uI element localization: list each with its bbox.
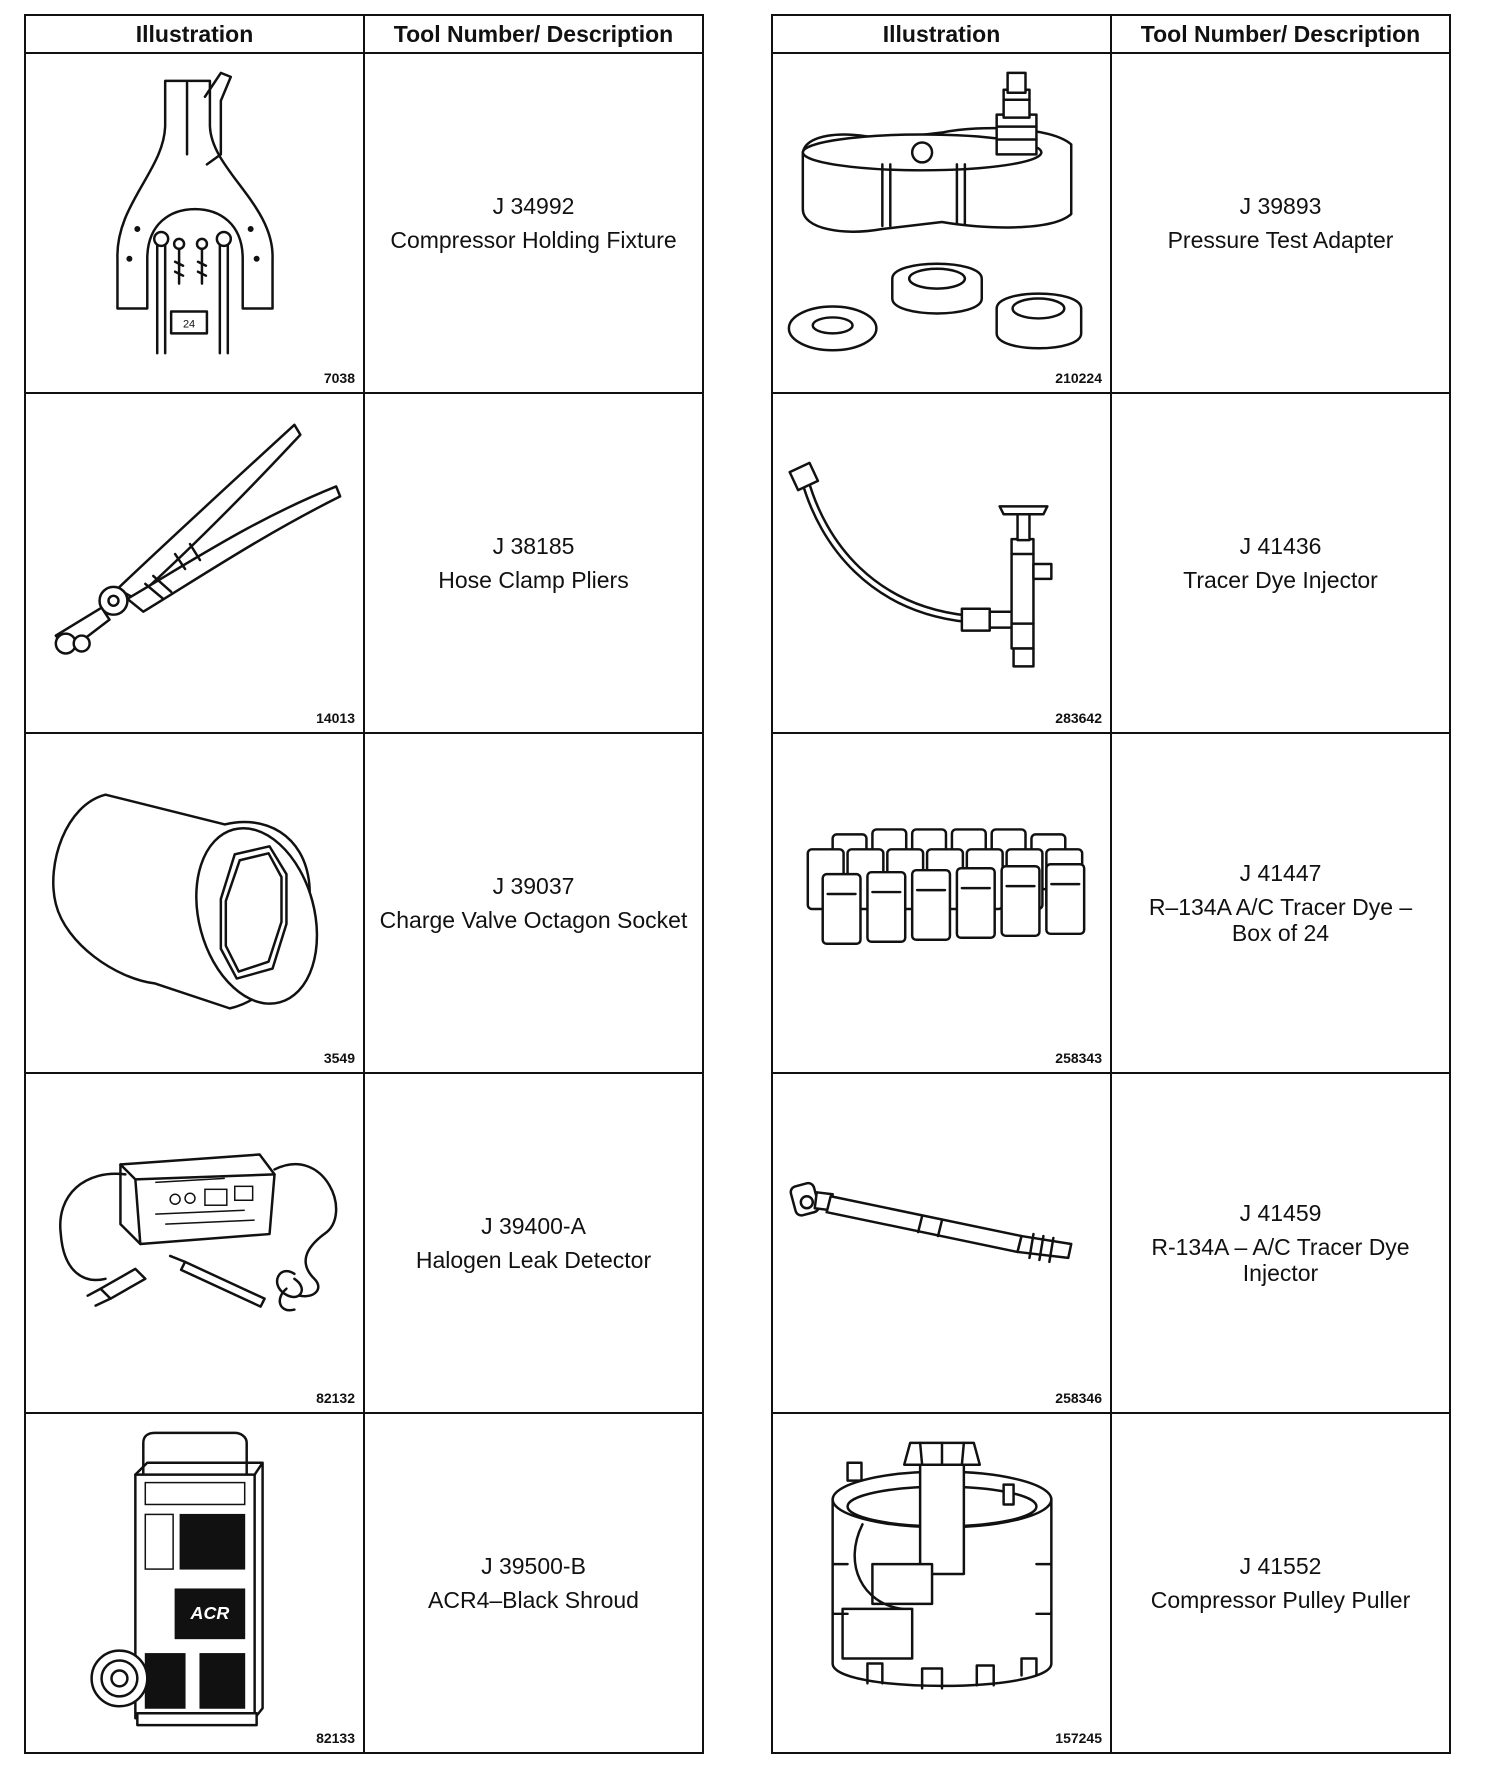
tool-description: Compressor Holding Fixture [390, 227, 677, 253]
illustration-cell [25, 1073, 364, 1413]
tool-number: J 39037 [492, 873, 575, 899]
tool-description: ACR4–Black Shroud [428, 1587, 639, 1613]
figure-number: 7038 [323, 370, 355, 386]
illustration-cell [772, 53, 1111, 393]
description-cell [364, 53, 703, 393]
leak-detector-icon [26, 1074, 363, 1412]
tool-description: R-134A – A/C Tracer Dye Injector [1151, 1234, 1410, 1286]
tool-number: J 34992 [492, 193, 575, 219]
description-cell [1111, 1073, 1450, 1413]
tool-description: Pressure Test Adapter [1167, 227, 1394, 253]
description-cell [1111, 733, 1450, 1073]
description-cell [1111, 393, 1450, 733]
tool-number: J 38185 [492, 533, 575, 559]
table-row [25, 733, 703, 1073]
figure-number: 82132 [316, 1390, 355, 1406]
tool-description: Halogen Leak Detector [415, 1247, 652, 1273]
table-row [772, 733, 1450, 1073]
tool-number: J 39893 [1239, 193, 1322, 219]
tool-header: Tool Number/ Description [1111, 15, 1450, 53]
table-header-row [772, 15, 1450, 53]
description-cell [1111, 53, 1450, 393]
compressor-holding-fixture-icon [26, 54, 363, 392]
tool-number: J 41436 [1239, 533, 1322, 559]
figure-number: 258343 [1055, 1050, 1102, 1066]
table-row [25, 53, 703, 393]
illustration-cell [772, 733, 1111, 1073]
tool-description: Tracer Dye Injector [1183, 567, 1378, 593]
tool-number: J 41447 [1239, 860, 1322, 886]
figure-number: 210224 [1055, 370, 1102, 386]
table-row [772, 53, 1450, 393]
dye-box-icon [773, 734, 1110, 1072]
illustration-cell [772, 1413, 1111, 1753]
tool-description: Hose Clamp Pliers [438, 567, 629, 593]
illustration-cell [25, 53, 364, 393]
table-row [772, 393, 1450, 733]
figure-number: 14013 [316, 710, 355, 726]
table-header-row [25, 15, 703, 53]
table-row [25, 393, 703, 733]
description-cell [364, 393, 703, 733]
table-row [25, 1073, 703, 1413]
illustration-cell [25, 1413, 364, 1753]
tool-description: Charge Valve Octagon Socket [379, 907, 688, 933]
tool-description: R–134A A/C Tracer Dye – Box of 24 [1148, 894, 1413, 946]
octagon-socket-icon [26, 734, 363, 1072]
tracer-dye-injector-icon [773, 394, 1110, 732]
acr4-machine-icon [26, 1414, 363, 1752]
tool-table-right [771, 14, 1451, 1754]
tool-header: Tool Number/ Description [364, 15, 703, 53]
dye-injector-icon [773, 1074, 1110, 1412]
tool-number: J 39400-A [481, 1213, 586, 1239]
description-cell [364, 1413, 703, 1753]
fixture-tag-label: 24 [182, 318, 196, 331]
figure-number: 283642 [1055, 710, 1102, 726]
description-cell [364, 733, 703, 1073]
table-row [772, 1073, 1450, 1413]
tool-number: J 39500-B [481, 1553, 586, 1579]
acr-logo: ACR [190, 1602, 230, 1623]
tool-table-left [24, 14, 704, 1754]
figure-number: 157245 [1055, 1730, 1102, 1746]
figure-number: 3549 [323, 1050, 355, 1066]
figure-number: 82133 [316, 1730, 355, 1746]
pulley-puller-icon [773, 1414, 1110, 1752]
table-row [25, 1413, 703, 1753]
illustration-cell [772, 1073, 1111, 1413]
description-cell [1111, 1413, 1450, 1753]
pressure-test-adapter-icon [773, 54, 1110, 392]
illustration-cell [25, 733, 364, 1073]
table-row [772, 1413, 1450, 1753]
figure-number: 258346 [1055, 1390, 1102, 1406]
illustration-header: Illustration [772, 15, 1111, 53]
tool-number: J 41459 [1239, 1200, 1322, 1226]
tool-number: J 41552 [1239, 1553, 1322, 1579]
hose-clamp-pliers-icon [26, 394, 363, 732]
illustration-header: Illustration [25, 15, 364, 53]
illustration-cell [25, 393, 364, 733]
illustration-cell [772, 393, 1111, 733]
description-cell [364, 1073, 703, 1413]
tool-description: Compressor Pulley Puller [1150, 1587, 1411, 1613]
